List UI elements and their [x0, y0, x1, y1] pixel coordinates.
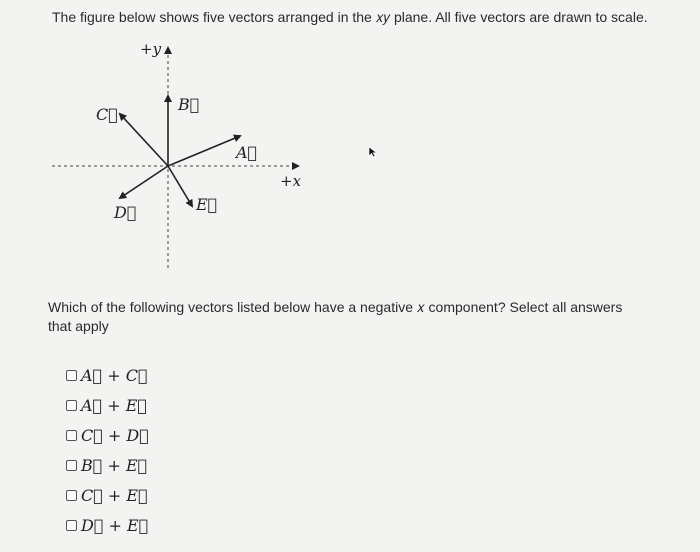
option-b-plus-e[interactable]	[66, 450, 266, 480]
option-c-plus-e[interactable]	[66, 480, 266, 510]
option-d-plus-e[interactable]	[66, 510, 266, 540]
vector-c	[120, 114, 168, 166]
option-c-plus-d[interactable]	[66, 420, 266, 450]
vector-diagram	[40, 36, 380, 276]
option-label: C⃗ + D⃗	[81, 425, 149, 445]
checkbox[interactable]	[66, 490, 77, 501]
option-label: C⃗ + E⃗	[81, 485, 148, 505]
vector-e-label: E⃗	[196, 195, 218, 214]
checkbox[interactable]	[66, 370, 77, 381]
option-label: A⃗ + C⃗	[81, 365, 148, 385]
vector-b-label: B⃗	[178, 95, 200, 114]
option-a-plus-c[interactable]	[66, 360, 266, 390]
vector-d-label: D⃗	[114, 203, 137, 222]
checkbox[interactable]	[66, 520, 77, 531]
mouse-pointer-icon	[368, 146, 378, 158]
y-axis-label: +𝑦	[140, 40, 162, 58]
answer-options	[66, 360, 266, 540]
option-label: B⃗ + E⃗	[81, 455, 148, 475]
vector-c-label: C⃗	[96, 105, 118, 124]
vector-e	[168, 166, 192, 206]
x-axis-label: +𝑥	[280, 172, 302, 190]
question-text: Which of the following vectors listed below have a negative 𝑥 component? Select all answers that apply	[48, 299, 623, 334]
option-label: A⃗ + E⃗	[81, 395, 148, 415]
option-a-plus-e[interactable]	[66, 390, 266, 420]
checkbox[interactable]	[66, 430, 77, 441]
intro-text: The figure below shows five vectors arranged in the 𝑥𝑦 plane. All five vectors are drawn to scale.	[52, 9, 648, 25]
checkbox[interactable]	[66, 400, 77, 411]
vector-a-label: A⃗	[236, 143, 258, 162]
option-label: D⃗ + E⃗	[81, 515, 149, 535]
vector-a	[168, 136, 240, 166]
checkbox[interactable]	[66, 460, 77, 471]
vector-d	[120, 166, 168, 198]
